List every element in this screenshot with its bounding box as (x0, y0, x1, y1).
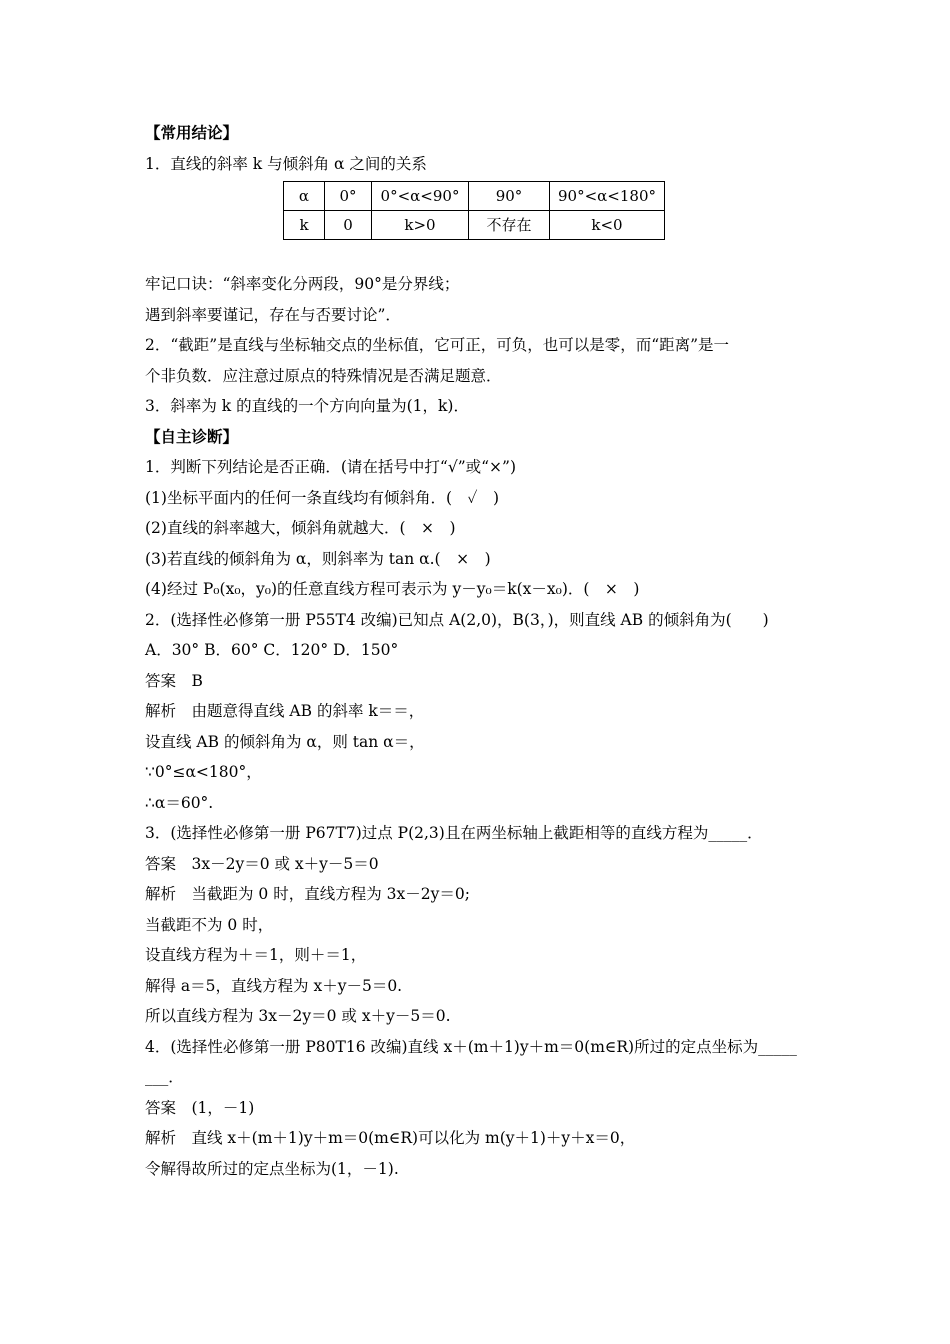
table-cell: 0°<α<90° (372, 182, 469, 211)
question-3: 3．(选择性必修第一册 P67T7)过点 P(2,3)且在两坐标轴上截距相等的直线方程为_____． (145, 824, 763, 842)
section-title-self: 【自主诊断】 (145, 426, 239, 446)
question-1: 1．判断下列结论是否正确．(请在括号中打“√”或“×”) (145, 458, 517, 476)
question-4-line-1: 4．(选择性必修第一册 P80T16 改编)直线 x＋(m＋1)y＋m＝0(m∈R)所过的定点坐标为_____ (145, 1037, 797, 1056)
table-cell: 不存在 (469, 211, 550, 240)
section-title-common: 【常用结论】 (145, 123, 239, 142)
paragraph-slope-relation: 1．直线的斜率 k 与倾斜角 α 之间的关系 (145, 154, 427, 173)
question-1-item-4: (4)经过 P₀(x₀，y₀)的任意直线方程可表示为 y－y₀＝k(x－x₀)．( × ) (145, 580, 640, 598)
question-3-solution-1: 解析 当截距为 0 时，直线方程为 3x－2y＝0; (145, 885, 470, 903)
table-cell: 0 (325, 211, 372, 240)
question-2-solution-2: 设直线 AB 的倾斜角为 α，则 tan α＝， (145, 732, 425, 751)
table-row (284, 211, 665, 240)
question-3-answer: 答案 3x－2y＝0 或 x＋y－5＝0 (145, 854, 379, 873)
question-2: 2．(选择性必修第一册 P55T4 改编)已知点 A(2,0)，B(3，)，则直线 AB 的倾斜角为( ) (145, 610, 769, 629)
question-3-solution-4: 解得 a＝5，直线方程为 x＋y－5＝0. (145, 976, 403, 995)
slope-angle-table-wrapper (283, 179, 810, 247)
paragraph-direction-vector: 3．斜率为 k 的直线的一个方向向量为(1，k)． (145, 397, 469, 415)
question-3-solution-5: 所以直线方程为 3x－2y＝0 或 x＋y－5＝0. (145, 1007, 451, 1025)
question-1-item-1: (1)坐标平面内的任何一条直线均有倾斜角．( ✓ ) (145, 488, 500, 507)
table-cell: 90° (469, 182, 550, 211)
table-cell: k>0 (372, 211, 469, 240)
table-cell: 90°<α<180° (550, 182, 665, 211)
document-page (145, 118, 810, 1184)
table-cell: k<0 (550, 211, 665, 240)
table-row (284, 182, 665, 211)
question-4-solution-2: 令解得故所过的定点坐标为(1，－1). (145, 1159, 399, 1178)
question-2-solution-1: 解析 由题意得直线 AB 的斜率 k＝＝， (145, 702, 425, 720)
slope-angle-table (283, 181, 665, 240)
mnemonic-line-2: 遇到斜率要谨记，存在与否要讨论”． (145, 305, 401, 324)
table-cell: α (284, 182, 325, 211)
mnemonic-line-1: 牢记口诀：“斜率变化分两段，90°是分界线； (145, 275, 460, 293)
table-cell: 0° (325, 182, 372, 211)
paragraph-intercept-2: 个非负数．应注意过原点的特殊情况是否满足题意． (145, 366, 502, 385)
table-cell: k (284, 211, 325, 240)
question-4-line-2: ___． (145, 1068, 184, 1086)
question-1-item-3: (3)若直线的倾斜角为 α，则斜率为 tan α.( × ) (145, 549, 491, 568)
question-1-item-2: (2)直线的斜率越大，倾斜角就越大．( × ) (145, 519, 456, 537)
question-2-solution-3: ∵0°≤α<180°， (145, 763, 262, 781)
question-2-answer: 答案 B (145, 671, 203, 690)
question-2-options: A．30° B．60° C．120° D．150° (145, 641, 399, 659)
question-3-solution-2: 当截距不为 0 时， (145, 915, 274, 934)
question-4-solution-1: 解析 直线 x＋(m＋1)y＋m＝0(m∈R)可以化为 m(y＋1)＋y＋x＝0， (145, 1129, 636, 1147)
question-4-answer: 答案 (1，－1) (145, 1098, 255, 1117)
question-2-solution-4: ∴α＝60°. (145, 793, 214, 812)
paragraph-intercept-1: 2．“截距”是直线与坐标轴交点的坐标值，它可正，可负，也可以是零，而“距离”是一 (145, 336, 730, 354)
question-3-solution-3: 设直线方程为＋＝1，则＋＝1， (145, 946, 367, 964)
